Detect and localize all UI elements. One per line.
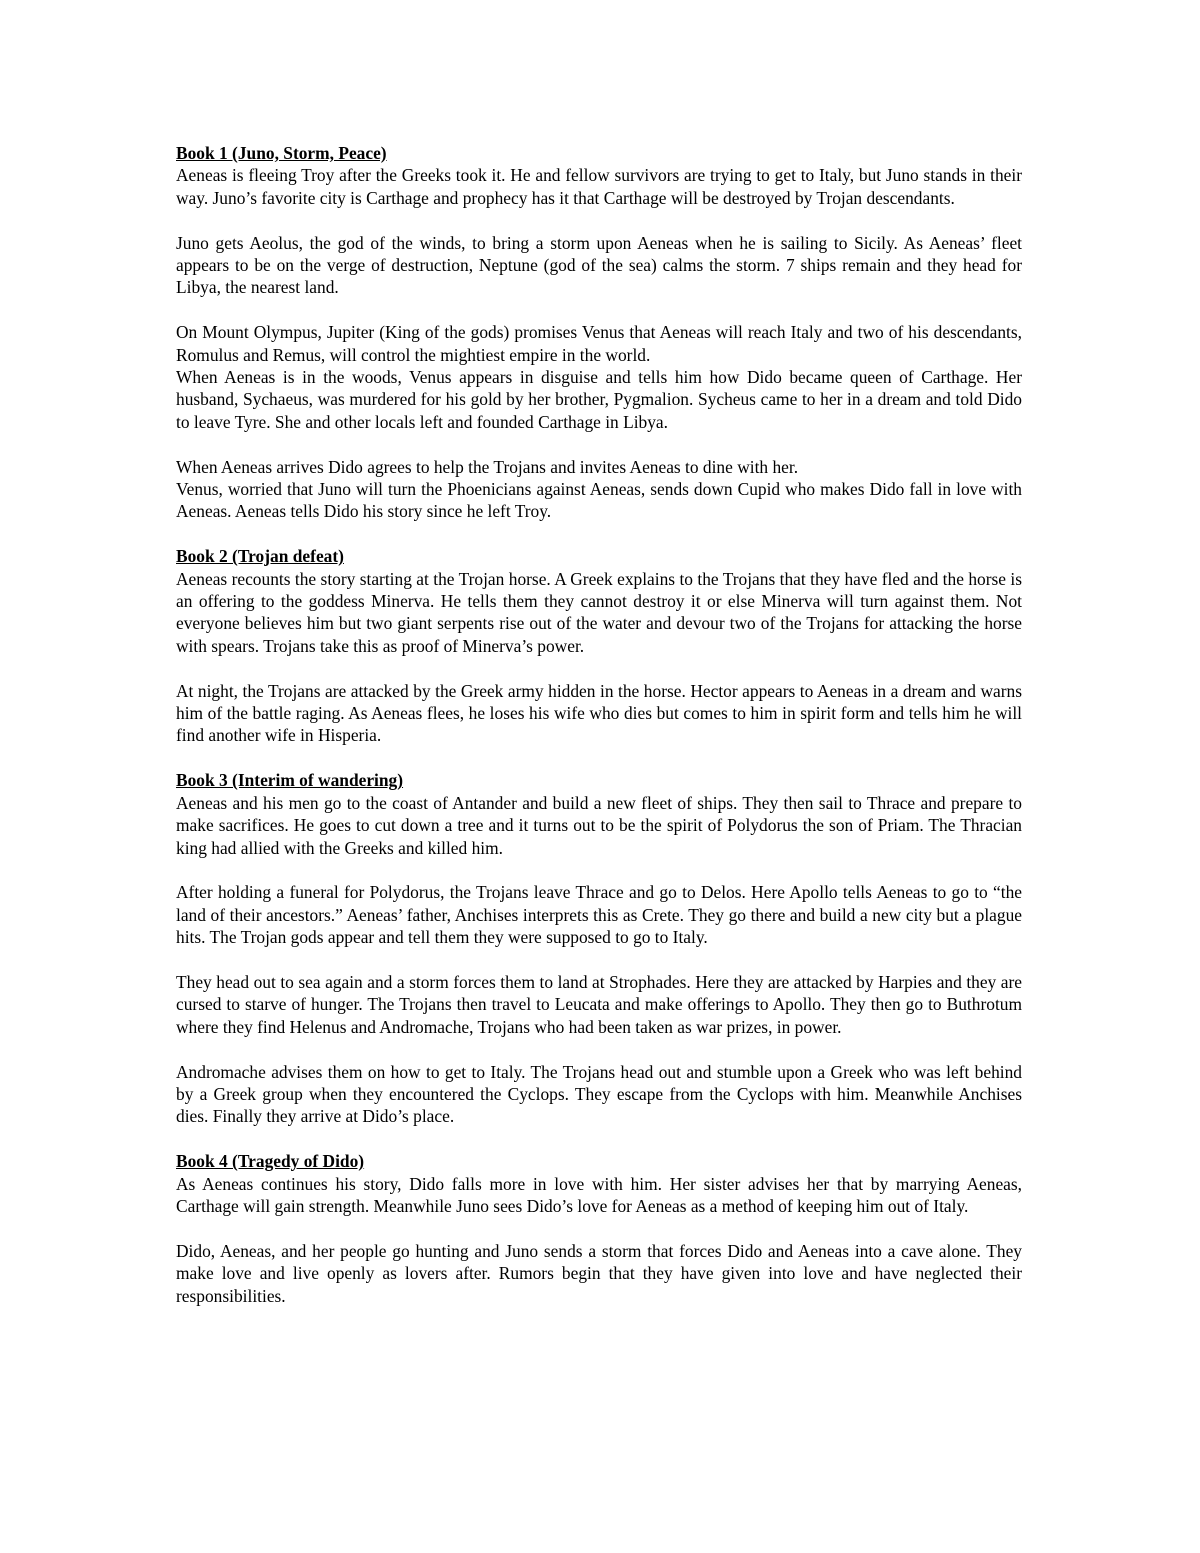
paragraph: Aeneas is fleeing Troy after the Greeks took it. He and fellow survivors are trying to get to Italy, but Juno stands in their way. Juno’s favorite city is Carthage and prophecy has it that Carthage will be destroyed by Trojan descendants. [176, 165, 1022, 208]
section-book-4 [176, 1150, 1022, 1307]
section-heading: Book 3 (Interim of wandering) [176, 770, 404, 791]
paragraph: When Aeneas arrives Dido agrees to help the Trojans and invites Aeneas to dine with her. [176, 456, 799, 477]
paragraph: After holding a funeral for Polydorus, the Trojans leave Thrace and go to Delos. Here Apollo tells Aeneas to go to “the land of their ancestors.” Aeneas’ father, Anchises interprets this as Crete. They go there and build a new city but a plague hits. The Trojan gods appear and tell them they were supposed to go to Italy. [176, 882, 1022, 948]
paragraph: Aeneas and his men go to the coast of Antander and build a new fleet of ships. They then sail to Thrace and prepare to make sacrifices. He goes to cut down a tree and it turns out to be the spirit of Polydorus the son of Priam. The Thracian king had allied with the Greeks and killed him. [176, 792, 1022, 858]
section-heading: Book 1 (Juno, Storm, Peace) [176, 143, 387, 163]
paragraph: They head out to sea again and a storm forces them to land at Strophades. Here they are attacked by Harpies and they are cursed to starve of hunger. The Trojans then travel to Leucata and make offerings to Apollo. They then go to Buthrotum where they find Helenus and Andromache, Trojans who had been taken as war prizes, in power. [176, 971, 1022, 1037]
paragraph: At night, the Trojans are attacked by the Greek army hidden in the horse. Hector appears to Aeneas in a dream and warns him of the battle raging. As Aeneas flees, he loses his wife who dies but comes to him in spirit form and tells him he will find another wife in Hisperia. [176, 680, 1022, 746]
document-page [176, 142, 1022, 1329]
paragraph: Juno gets Aeolus, the god of the winds, to bring a storm upon Aeneas when he is sailing to Sicily. As Aeneas’ fleet appears to be on the verge of destruction, Neptune (god of the sea) calms the storm. 7 ships remain and they head for Libya, the nearest land. [176, 232, 1022, 298]
section-book-3 [176, 769, 1022, 1127]
paragraph: Andromache advises them on how to get to Italy. The Trojans head out and stumble upon a Greek who was left behind by a Greek group when they encountered the Cyclops. They escape from the Cyclops with him. Meanwhile Anchises dies. Finally they arrive at Dido’s place. [176, 1061, 1022, 1127]
section-heading: Book 2 (Trojan defeat) [176, 546, 344, 567]
paragraph: On Mount Olympus, Jupiter (King of the gods) promises Venus that Aeneas will reach Italy and two of his descendants, Romulus and Remus, will control the mightiest empire in the world. [176, 322, 1022, 365]
paragraph: Venus, worried that Juno will turn the Phoenicians against Aeneas, sends down Cupid who makes Dido fall in love with Aeneas. Aeneas tells Dido his story since he left Troy. [176, 479, 1022, 522]
paragraph: Aeneas recounts the story starting at the Trojan horse. A Greek explains to the Trojans that they have fled and the horse is an offering to the goddess Minerva. He tells them they cannot destroy it or else Minerva will turn against them. Not everyone believes him but two giant serpents rise out of the water and devour two of the Trojans for attacking the horse with spears. Trojans take this as proof of Minerva’s power. [176, 568, 1022, 656]
section-book-2 [176, 545, 1022, 747]
paragraph: As Aeneas continues his story, Dido falls more in love with him. Her sister advises her that by marrying Aeneas, Carthage will gain strength. Meanwhile Juno sees Dido’s love for Aeneas as a method of keeping him out of Italy. [176, 1173, 1022, 1216]
section-book-1 [176, 142, 1022, 523]
section-heading: Book 4 (Tragedy of Dido) [176, 1151, 365, 1172]
paragraph: Dido, Aeneas, and her people go hunting and Juno sends a storm that forces Dido and Aeneas into a cave alone. They make love and live openly as lovers after. Rumors begin that they have given into love and have neglected their responsibilities. [176, 1240, 1022, 1306]
paragraph: When Aeneas is in the woods, Venus appears in disguise and tells him how Dido became queen of Carthage. Her husband, Sychaeus, was murdered for his gold by her brother, Pygmalion. Sycheus came to her in a dream and told Dido to leave Tyre. She and other locals left and founded Carthage in Libya. [176, 367, 1022, 432]
